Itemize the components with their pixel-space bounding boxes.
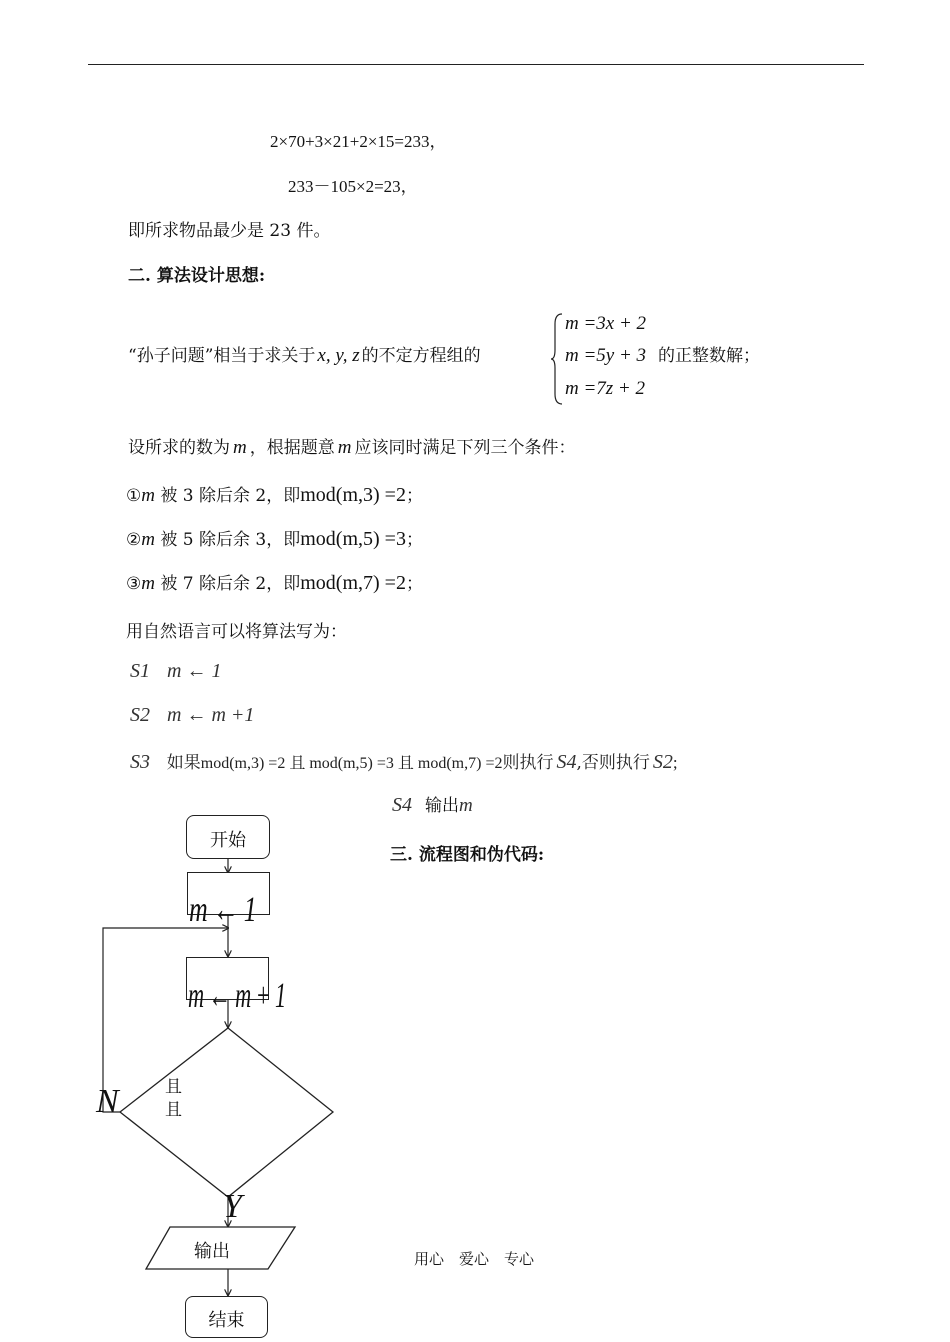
step-cond: mod(m,3) =2 且 mod(m,5) =3 且 mod(m,7) =2 [200,755,503,772]
step-label: S2 [130,704,150,726]
flow-cond-line-1: 且 [165,1077,182,1097]
step-end: ; [672,753,678,772]
calc-line-1: 2×70+3×21+2×15=233， [270,132,447,151]
page-footer: 用心 爱心 专心 [414,1250,535,1268]
condition-var: m [141,529,155,550]
intro-text-a: “孙子问题”相当于求关于 [128,346,316,366]
step-label: S1 [130,660,150,682]
condition-end: ； [405,486,423,506]
flow-init-label: m ← 1 [189,889,256,929]
condition-expr: mod(m,5) =3 [300,528,406,550]
natural-language-intro: 用自然语言可以将算法写为： [126,622,347,642]
let-text-c: 应该同时满足下列三个条件： [354,438,576,458]
condition-end: ； [405,530,423,550]
let-var-2: m [337,437,352,458]
step-s4-ref: S4 [556,751,577,773]
condition-text: 被 3 除后余 2，即 [160,486,301,506]
condition-expr: mod(m,7) =2 [300,572,406,594]
condition-mark: ① [126,486,142,506]
system-eq-2: m =5y + 3 [565,345,647,366]
flow-output-label: 输出 [194,1241,230,1262]
step-var: m [459,795,473,816]
step-text: m ← 1 [167,660,222,682]
step-text-c: ,否则执行 [576,753,650,773]
step-label: S4 [392,794,412,816]
step-text-a: 如果 [166,753,201,773]
step-text-b: 则执行 [502,753,554,773]
flow-increment-label: m ← m + 1 [188,975,286,1015]
system-eq-1: m =3x + 2 [565,313,647,334]
section-2-title: 二. 算法设计思想: [128,266,266,286]
condition-text: 被 7 除后余 2，即 [160,574,301,594]
condition-expr: mod(m,3) =2 [300,484,406,506]
let-text-a: 设所求的数为 [128,438,230,458]
let-var-1: m [233,437,247,458]
step-s2-ref: S2 [652,751,673,773]
system-eq-3: m =7z + 2 [565,378,646,399]
intro-text-c: 的正整数解； [658,346,760,366]
flow-no-label: N [96,1083,119,1120]
flow-start-label: 开始 [210,830,246,851]
condition-var: m [141,573,155,594]
condition-mark: ② [126,530,142,550]
condition-mark: ③ [126,574,142,594]
condition-var: m [141,485,155,506]
flow-end-label: 结束 [208,1310,245,1331]
flow-yes-label: Y [223,1188,242,1225]
let-text-b: ，根据题意 [249,438,335,458]
condition-text: 被 5 除后余 3，即 [160,530,301,550]
calc-conclusion: 即所求物品最少是 23 件。 [128,221,331,241]
step-label: S3 [130,751,150,773]
flow-cond-line-2: 且 [165,1100,182,1120]
step-text: m ← m +1 [167,704,255,726]
condition-end: ； [405,574,423,594]
intro-text-b: 的不定方程组的 [361,346,481,366]
step-text: 输出 [425,796,459,816]
intro-vars: x, y, z [317,345,360,366]
section-3-title: 三. 流程图和伪代码: [390,845,545,865]
condition-diamond [120,1028,333,1197]
calc-line-2: 233－105×2=23， [288,177,418,196]
